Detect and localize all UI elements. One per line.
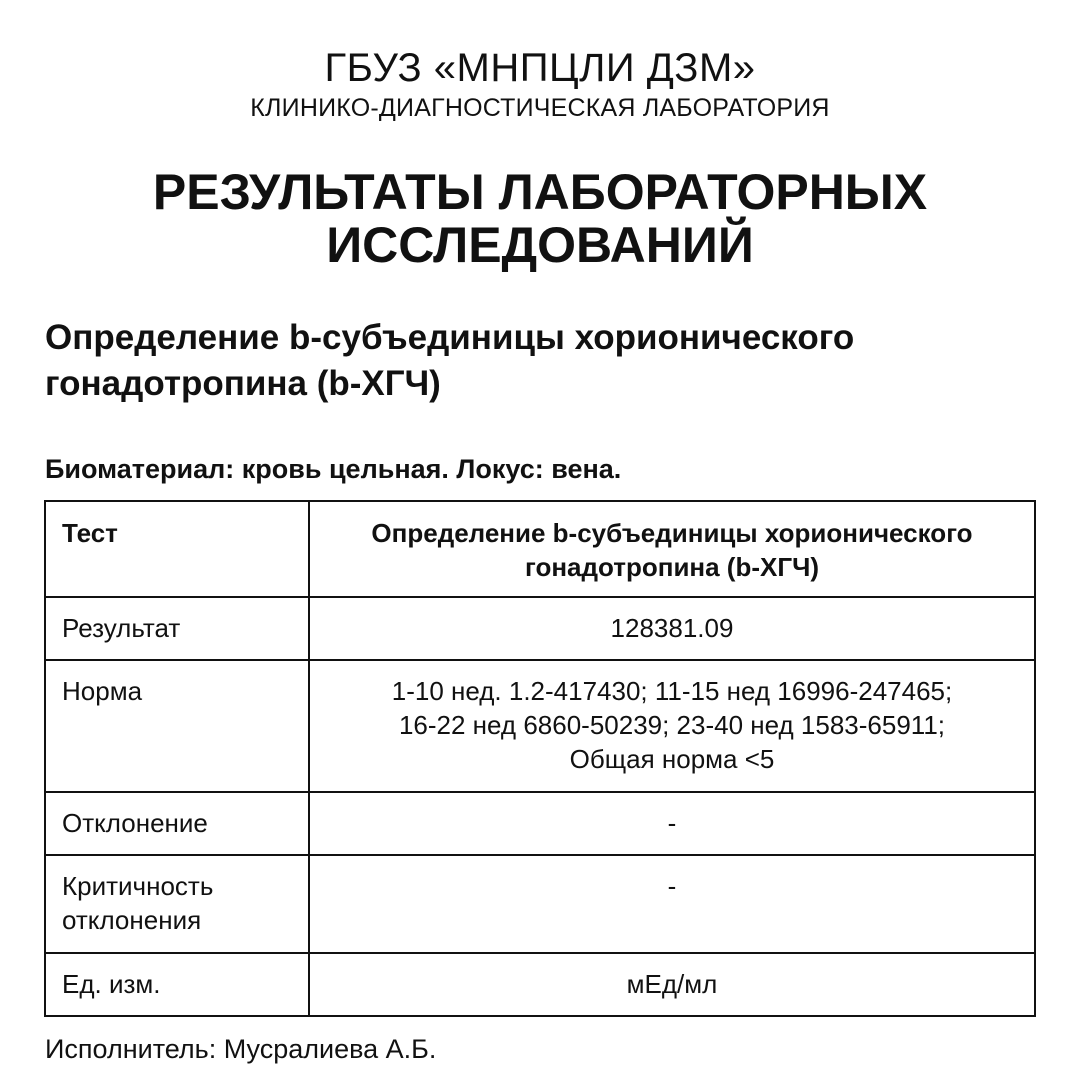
document-title: РЕЗУЛЬТАТЫ ЛАБОРАТОРНЫХ ИССЛЕДОВАНИЙ <box>152 164 928 273</box>
table-row-criticality <box>45 855 1035 953</box>
row-value-unit: мЕд/мл <box>309 953 1035 1016</box>
norm-line-1: 1-10 нед. 1.2-417430; 11-15 нед 16996-247465; <box>391 676 953 706</box>
row-label-test: Тест <box>45 501 309 597</box>
row-value-deviation: - <box>309 792 1035 855</box>
row-label-deviation: Отклонение <box>45 792 309 855</box>
row-label-criticality: Критичность отклонения <box>45 855 309 953</box>
table-row-result <box>45 597 1035 660</box>
organization-name: ГБУЗ «МНПЦЛИ ДЗМ» <box>324 46 756 90</box>
table-row-unit <box>45 953 1035 1016</box>
table-row-test <box>45 501 1035 597</box>
table-row-deviation <box>45 792 1035 855</box>
results-table <box>44 500 1036 1017</box>
row-label-unit: Ед. изм. <box>45 953 309 1016</box>
row-value-norm <box>309 660 1035 792</box>
norm-line-2: 16-22 нед 6860-50239; 23-40 нед 1583-65911; <box>398 710 946 740</box>
biomaterial-info: Биоматериал: кровь цельная. Локус: вена. <box>45 454 622 484</box>
row-label-norm: Норма <box>45 660 309 792</box>
laboratory-name: КЛИНИКО-ДИАГНОСТИЧЕСКАЯ ЛАБОРАТОРИЯ <box>250 94 830 122</box>
row-value-criticality: - <box>309 855 1035 953</box>
row-label-result: Результат <box>45 597 309 660</box>
row-value-result: 128381.09 <box>309 597 1035 660</box>
test-heading: Определение b-субъединицы хорионического гонадотропина (b-ХГЧ) <box>45 318 855 403</box>
norm-line-3: Общая норма <5 <box>569 744 775 774</box>
row-value-test: Определение b-субъединицы хорионического гонадотропина (b-ХГЧ) <box>309 501 1035 597</box>
performer: Исполнитель: Мусралиева А.Б. <box>45 1034 437 1064</box>
table-row-norm <box>45 660 1035 792</box>
